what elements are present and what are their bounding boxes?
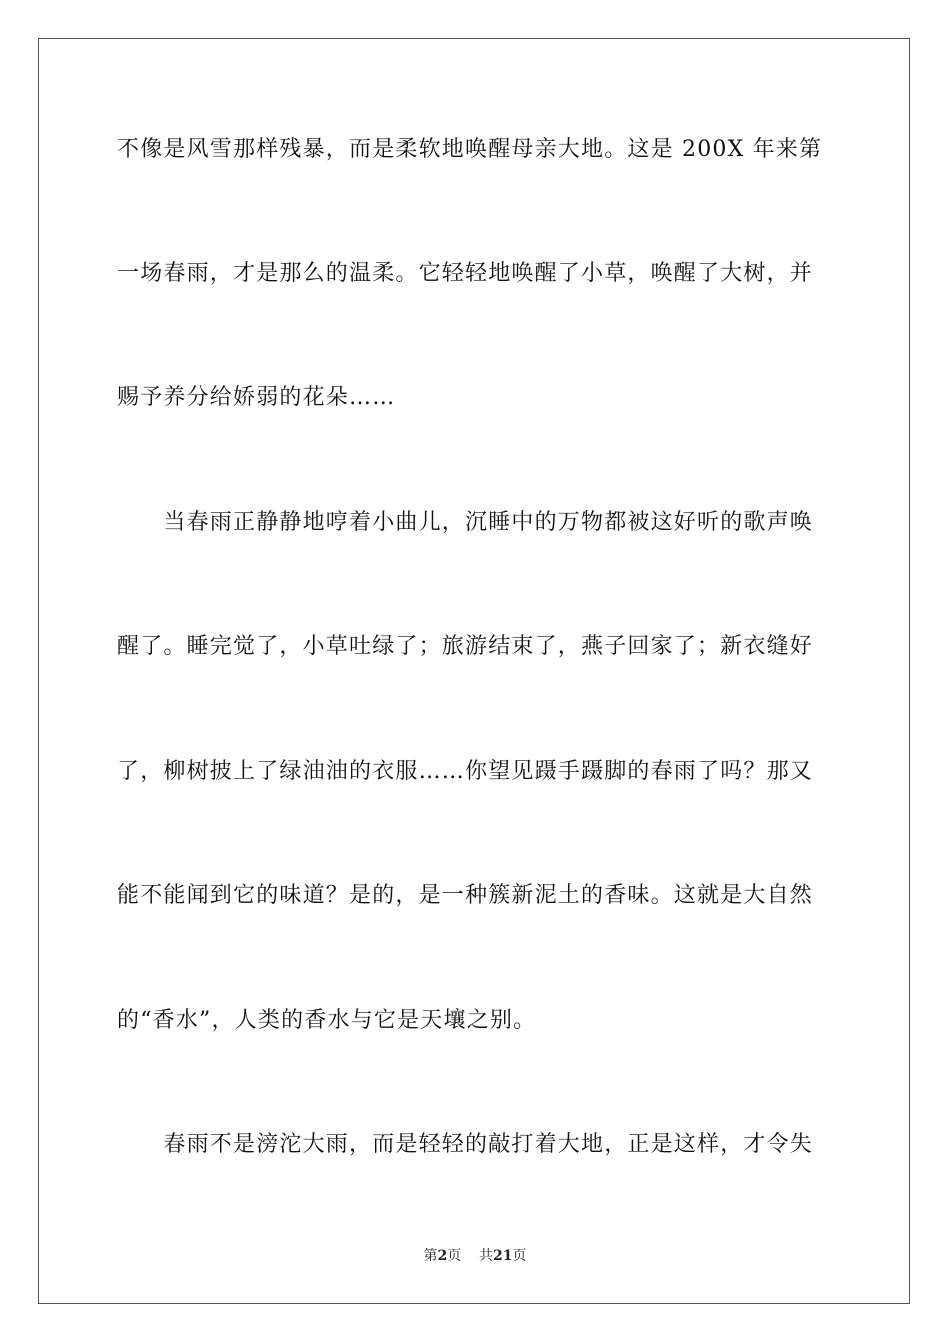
footer-page-number: 2 (437, 1248, 448, 1264)
text-line-1: 不像是风雪那样残暴，而是柔软地唤醒母亲大地。这是 200X 年来第 (117, 137, 823, 162)
footer-total-prefix: 共 (479, 1248, 494, 1264)
text-line-6: 了，柳树披上了绿油油的衣服……你望见蹑手蹑脚的春雨了吗？那又 (117, 759, 814, 784)
page-frame (38, 38, 910, 1304)
text-line-5: 醒了。睡完觉了，小草吐绿了；旅游结束了，燕子回家了；新衣缝好 (117, 634, 814, 659)
footer-total-pages: 21 (493, 1248, 513, 1264)
page-footer (0, 1247, 950, 1265)
text-line-7: 能不能闻到它的味道？是的，是一种簇新泥土的香味。这就是大自然 (117, 883, 814, 908)
text-line-2: 一场春雨，才是那么的温柔。它轻轻地唤醒了小草，唤醒了大树，并 (117, 261, 814, 286)
text-line-4: 当春雨正静静地哼着小曲儿，沉睡中的万物都被这好听的歌声唤 (117, 510, 814, 535)
footer-page-suffix: 页 (447, 1248, 462, 1264)
text-line-3: 赐予养分给娇弱的花朵…… (117, 385, 396, 410)
footer-total-suffix: 页 (512, 1248, 527, 1264)
text-line-8: 的“香水”，人类的香水与它是天壤之别。 (117, 1008, 537, 1033)
footer-page-prefix: 第 (423, 1248, 438, 1264)
text-line-9: 春雨不是滂沱大雨，而是轻轻的敲打着大地，正是这样，才令失 (117, 1132, 814, 1157)
